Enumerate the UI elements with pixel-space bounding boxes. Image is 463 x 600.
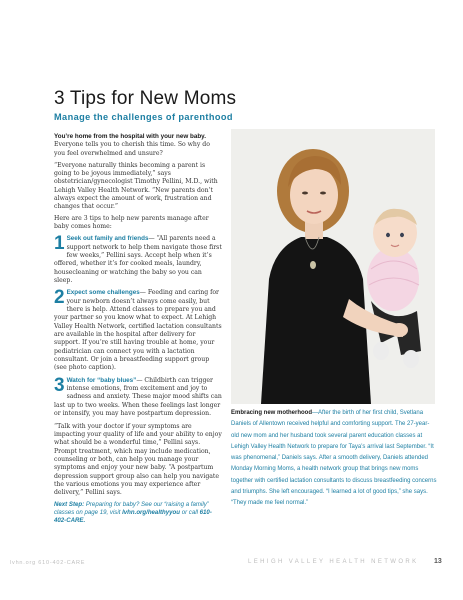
tip-3 bbox=[54, 374, 222, 419]
article-title: 3 Tips for New Moms bbox=[54, 88, 237, 109]
tip-number: 1 bbox=[54, 233, 65, 255]
next-step-label: Next Step: bbox=[54, 501, 85, 509]
tip-2 bbox=[54, 289, 222, 372]
tip-body: — Childbirth can trigger intense emotions, from excitement and joy to sadness and anxiety. These major mood shifts can last up to two weeks. When these feelings last longer or intensify, you may have postpartum depression. bbox=[54, 376, 222, 418]
tip-heading: Seek out family and friends bbox=[66, 235, 149, 243]
next-step-link[interactable]: lvhn.org/healthyyou bbox=[122, 509, 180, 517]
caption-heading: Embracing new motherhood bbox=[231, 410, 313, 416]
quote-paragraph: “Everyone naturally thinks becoming a parent is going to be joyous immediately,” says obstetrician/gynecologist Timothy Pellini, M.D., with Lehigh Valley Health Network. “New parents don’t always expect the amount of work, frustration and changes that occur.” bbox=[54, 161, 218, 211]
tip-heading: Expect some challenges bbox=[66, 289, 140, 297]
lead-paragraph bbox=[54, 133, 222, 158]
tip-number: 2 bbox=[54, 287, 65, 309]
tip-body: — Feeding and caring for your newborn doesn’t always come easily, but there is help. Attend classes to prepare you and your partner so you know what to expect. At Lehigh Valley Health Network, certified lactation consultants are available in the hospital after delivery for support. If you’re still having trouble at home, your pediatrician can connect you with a lactation consultant. Or join a breastfeeding support group (see photo caption). bbox=[54, 289, 222, 372]
tip-number: 3 bbox=[54, 374, 65, 396]
photo-caption bbox=[231, 408, 437, 510]
tip-heading: Watch for “baby blues” bbox=[66, 376, 137, 384]
lead-bold-text: You’re home from the hospital with your new baby. bbox=[54, 133, 206, 140]
intro-tips-paragraph: Here are 3 tips to help new parents manage after baby comes home: bbox=[54, 215, 209, 231]
lead-rest-text: Everyone tells you to cherish this time. So why do you feel overwhelmed and unsure? bbox=[54, 141, 210, 157]
tip-body: — “All parents need a support network to help them navigate those first few weeks,” Pellini says. Accept help when it’s offered, whether it’s for cooked meals, laundry, housecleaning or watching the baby so you can sleep. bbox=[54, 235, 222, 284]
closing-paragraph: “Talk with your doctor if your symptoms are impacting your quality of life and your ability to enjoy what should be a wonderful time,” Pellini says. Prompt treatment, which may include medication, counseling or both, can help you manage your symptoms and enjoy your new baby. “A postpartum depression support group also can help you navigate the various emotions you may experience after delivery,” Pellini says. bbox=[54, 422, 222, 497]
footer-network-name: LEHIGH VALLEY HEALTH NETWORK bbox=[248, 559, 419, 565]
article-subtitle: Manage the challenges of parenthood bbox=[54, 112, 233, 122]
article-body-column bbox=[54, 133, 222, 529]
next-step-or: or call bbox=[180, 509, 200, 517]
caption-body: —After the birth of her first child, Svetlana Daniels of Allentown received helpful and comforting support. The 27-year-old new mom and her husband took several parent education classes at Lehigh Valley Health Network to prepare for Taya’s arrival last September. “It was phenomenal,” Daniels says. After a smooth delivery, Daniels attended Monday Morning Moms, a health network group that brings new moms together with certified lactation consultants to discuss breastfeeding concerns and triumphs. She left encouraged. “I learned a lot of good tips,” she says. “They made me feel normal.” bbox=[231, 410, 437, 507]
next-step-note bbox=[54, 501, 222, 525]
next-step-text: Preparing for baby? See our “raising a family” classes on page 19, visit bbox=[54, 501, 209, 517]
page-number: 13 bbox=[434, 558, 442, 565]
tip-1 bbox=[54, 235, 222, 285]
footer-contact: lvhn.org 610-402-CARE bbox=[10, 560, 86, 566]
mother-and-baby-photo bbox=[231, 129, 435, 404]
next-step-phone[interactable]: 610-402-CARE. bbox=[54, 509, 212, 525]
photo-illustration bbox=[231, 129, 435, 404]
